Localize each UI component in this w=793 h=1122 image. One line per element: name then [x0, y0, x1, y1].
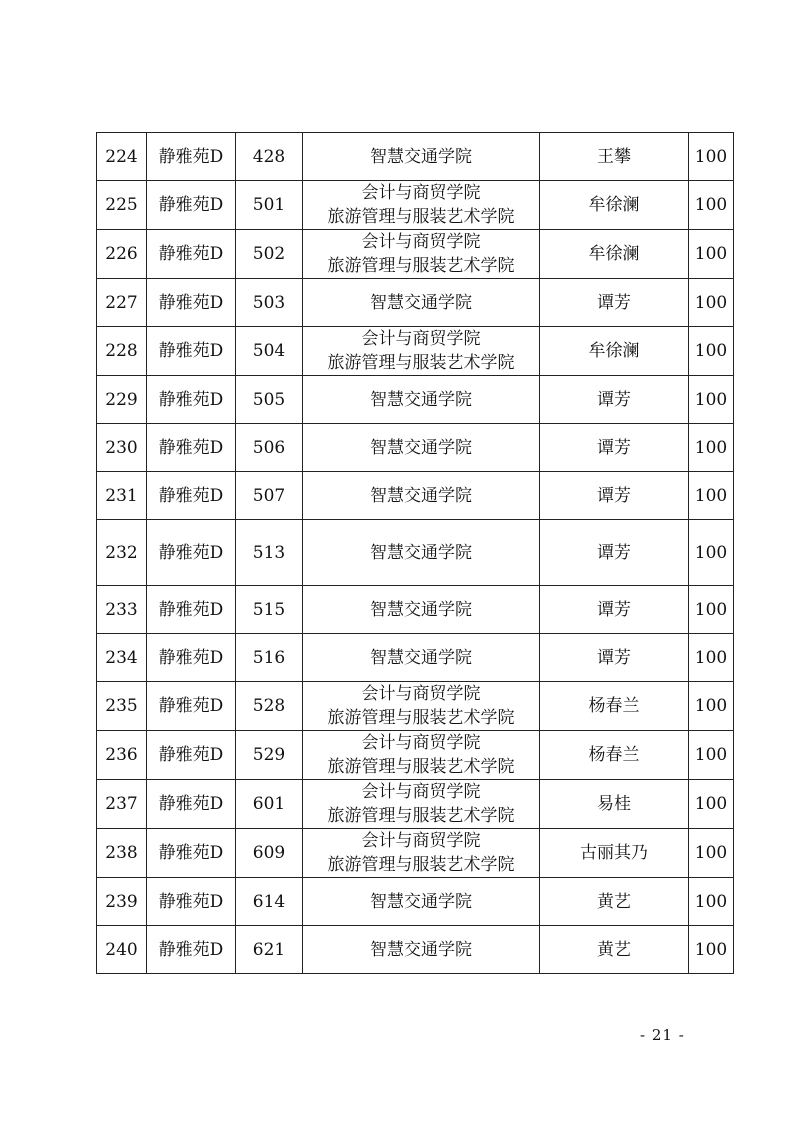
table-row [97, 181, 734, 230]
cell-person: 易桂 [540, 780, 689, 829]
cell-score: 100 [689, 731, 734, 780]
cell-no: 225 [97, 181, 147, 230]
cell-person: 牟徐澜 [540, 230, 689, 279]
college-name: 智慧交通学院 [370, 292, 472, 313]
cell-building: 静雅苑D [147, 520, 236, 586]
college-name: 智慧交通学院 [370, 647, 472, 668]
cell-room: 501 [236, 181, 303, 230]
cell-no: 239 [97, 878, 147, 926]
cell-college [303, 376, 540, 424]
cell-person: 谭芳 [540, 520, 689, 586]
cell-person: 谭芳 [540, 634, 689, 682]
cell-score: 100 [689, 376, 734, 424]
cell-score: 100 [689, 133, 734, 181]
table-row [97, 230, 734, 279]
page-number: - 21 - [640, 1026, 685, 1044]
college-name: 会计与商贸学院 [361, 684, 481, 704]
cell-college [303, 926, 540, 974]
cell-no: 237 [97, 780, 147, 829]
cell-person: 杨春兰 [540, 731, 689, 780]
college-name: 智慧交通学院 [370, 437, 472, 458]
cell-no: 228 [97, 327, 147, 376]
cell-no: 236 [97, 731, 147, 780]
cell-college [303, 682, 540, 731]
table-row [97, 520, 734, 586]
college-name: 智慧交通学院 [370, 485, 472, 506]
cell-score: 100 [689, 780, 734, 829]
cell-college [303, 424, 540, 472]
cell-no: 224 [97, 133, 147, 181]
cell-college [303, 279, 540, 327]
cell-person: 谭芳 [540, 279, 689, 327]
cell-no: 233 [97, 586, 147, 634]
table-row [97, 926, 734, 974]
cell-score: 100 [689, 682, 734, 731]
cell-building: 静雅苑D [147, 424, 236, 472]
college-name: 会计与商贸学院 [361, 782, 481, 802]
college-name: 会计与商贸学院 [361, 232, 481, 252]
cell-score: 100 [689, 472, 734, 520]
college-name: 会计与商贸学院 [361, 831, 481, 851]
cell-building: 静雅苑D [147, 829, 236, 878]
college-name: 智慧交通学院 [370, 939, 472, 960]
cell-building: 静雅苑D [147, 682, 236, 731]
cell-score: 100 [689, 586, 734, 634]
table-row [97, 586, 734, 634]
cell-building: 静雅苑D [147, 327, 236, 376]
cell-score: 100 [689, 878, 734, 926]
college-name: 智慧交通学院 [370, 542, 472, 563]
cell-college [303, 829, 540, 878]
cell-person: 谭芳 [540, 586, 689, 634]
cell-college [303, 327, 540, 376]
cell-score: 100 [689, 520, 734, 586]
cell-building: 静雅苑D [147, 181, 236, 230]
cell-college [303, 472, 540, 520]
table-row [97, 376, 734, 424]
cell-room: 614 [236, 878, 303, 926]
cell-room: 428 [236, 133, 303, 181]
table-row [97, 472, 734, 520]
cell-no: 230 [97, 424, 147, 472]
table-row [97, 829, 734, 878]
college-name: 旅游管理与服装艺术学院 [327, 207, 515, 227]
cell-no: 234 [97, 634, 147, 682]
cell-no: 232 [97, 520, 147, 586]
cell-building: 静雅苑D [147, 878, 236, 926]
cell-building: 静雅苑D [147, 376, 236, 424]
college-name: 旅游管理与服装艺术学院 [327, 806, 515, 826]
cell-building: 静雅苑D [147, 780, 236, 829]
cell-college [303, 878, 540, 926]
cell-building: 静雅苑D [147, 586, 236, 634]
cell-building: 静雅苑D [147, 634, 236, 682]
cell-room: 513 [236, 520, 303, 586]
college-name: 旅游管理与服装艺术学院 [327, 855, 515, 875]
cell-room: 502 [236, 230, 303, 279]
cell-college [303, 133, 540, 181]
cell-person: 黄艺 [540, 926, 689, 974]
cell-room: 621 [236, 926, 303, 974]
table-row [97, 279, 734, 327]
cell-college [303, 230, 540, 279]
cell-person: 杨春兰 [540, 682, 689, 731]
cell-college [303, 634, 540, 682]
cell-score: 100 [689, 327, 734, 376]
table-row [97, 682, 734, 731]
table-row [97, 327, 734, 376]
cell-person: 牟徐澜 [540, 327, 689, 376]
cell-score: 100 [689, 926, 734, 974]
cell-building: 静雅苑D [147, 926, 236, 974]
cell-room: 503 [236, 279, 303, 327]
college-name: 旅游管理与服装艺术学院 [327, 708, 515, 728]
cell-room: 528 [236, 682, 303, 731]
college-name: 智慧交通学院 [370, 599, 472, 620]
cell-room: 506 [236, 424, 303, 472]
cell-room: 601 [236, 780, 303, 829]
cell-room: 505 [236, 376, 303, 424]
college-name: 智慧交通学院 [370, 891, 472, 912]
cell-room: 515 [236, 586, 303, 634]
cell-building: 静雅苑D [147, 472, 236, 520]
table-row [97, 878, 734, 926]
cell-building: 静雅苑D [147, 230, 236, 279]
cell-no: 235 [97, 682, 147, 731]
college-name: 会计与商贸学院 [361, 183, 481, 203]
cell-person: 谭芳 [540, 472, 689, 520]
cell-college [303, 586, 540, 634]
cell-score: 100 [689, 279, 734, 327]
cell-score: 100 [689, 230, 734, 279]
cell-room: 507 [236, 472, 303, 520]
cell-room: 609 [236, 829, 303, 878]
college-name: 旅游管理与服装艺术学院 [327, 757, 515, 777]
cell-no: 227 [97, 279, 147, 327]
cell-college [303, 181, 540, 230]
cell-no: 238 [97, 829, 147, 878]
cell-no: 226 [97, 230, 147, 279]
table-row [97, 634, 734, 682]
cell-college [303, 731, 540, 780]
cell-no: 240 [97, 926, 147, 974]
cell-person: 王攀 [540, 133, 689, 181]
cell-no: 231 [97, 472, 147, 520]
cell-person: 黄艺 [540, 878, 689, 926]
college-name: 智慧交通学院 [370, 389, 472, 410]
cell-college [303, 520, 540, 586]
college-name: 会计与商贸学院 [361, 733, 481, 753]
cell-score: 100 [689, 181, 734, 230]
table-body [97, 133, 734, 974]
cell-score: 100 [689, 424, 734, 472]
table-row [97, 731, 734, 780]
college-name: 会计与商贸学院 [361, 329, 481, 349]
cell-person: 牟徐澜 [540, 181, 689, 230]
cell-room: 516 [236, 634, 303, 682]
cell-no: 229 [97, 376, 147, 424]
cell-score: 100 [689, 829, 734, 878]
cell-college [303, 780, 540, 829]
cell-building: 静雅苑D [147, 279, 236, 327]
college-name: 旅游管理与服装艺术学院 [327, 353, 515, 373]
cell-person: 古丽其乃 [540, 829, 689, 878]
cell-room: 529 [236, 731, 303, 780]
college-name: 旅游管理与服装艺术学院 [327, 256, 515, 276]
dormitory-score-table [96, 132, 734, 974]
table-row [97, 424, 734, 472]
cell-person: 谭芳 [540, 424, 689, 472]
table-row [97, 133, 734, 181]
cell-building: 静雅苑D [147, 731, 236, 780]
table-row [97, 780, 734, 829]
cell-room: 504 [236, 327, 303, 376]
cell-building: 静雅苑D [147, 133, 236, 181]
cell-score: 100 [689, 634, 734, 682]
cell-person: 谭芳 [540, 376, 689, 424]
college-name: 智慧交通学院 [370, 146, 472, 167]
